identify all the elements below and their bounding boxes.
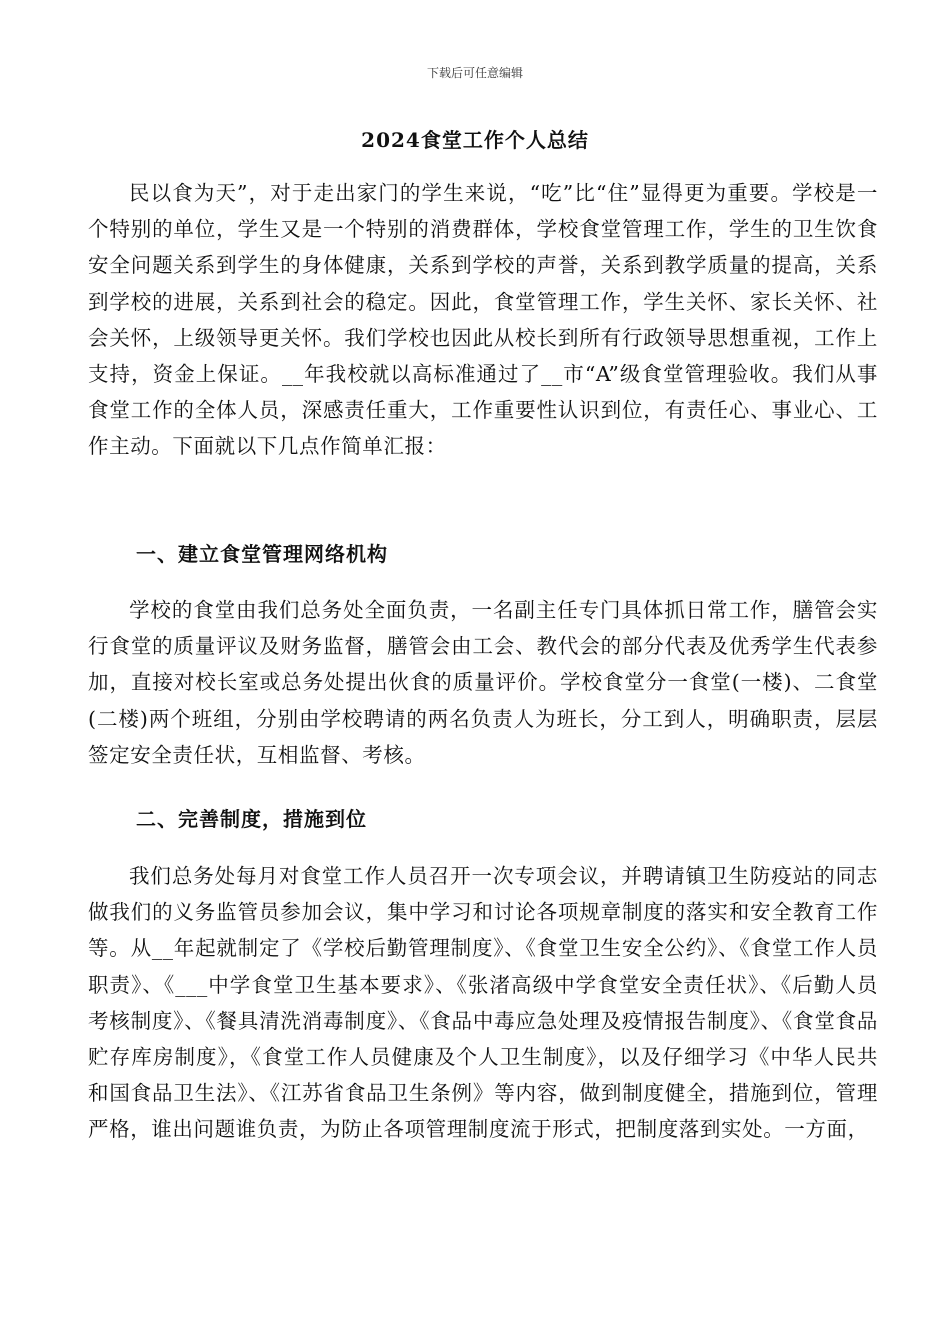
section1-paragraph: 学校的食堂由我们总务处全面负责，一名副主任专门具体抓日常工作，膳管会实行食堂的质量评议及财务监督，膳管会由工会、教代会的部分代表及优秀学生代表参加，直接对校长室或总务处提出伙食的质量评价。学校食堂分一食堂(一楼)、二食堂(二楼)两个班组，分别由学校聘请的两名负责人为班长，分工到人，明确职责，层层签定安全责任状，互相监督、考核。 [88, 598, 878, 767]
section-heading-2: 二、完善制度，措施到位 [136, 807, 367, 831]
section-heading-1: 一、建立食堂管理网络机构 [136, 542, 388, 566]
document-title: 2024食堂工作个人总结 [361, 128, 589, 152]
intro-paragraph: 民以食为天”，对于走出家门的学生来说，“吃”比“住”显得更为重要。学校是一个特别的单位，学生又是一个特别的消费群体，学校食堂管理工作，学生的卫生饮食安全问题关系到学生的身体健康，关系到学校的声誉，关系到教学质量的提高，关系到学校的进展，关系到社会的稳定。因此，食堂管理工作，学生关怀、家长关怀、社会关怀，上级领导更关怀。我们学校也因此从校长到所有行政领导思想重视，工作上支持，资金上保证。__年我校就以高标准通过了__市“A”级食堂管理验收。我们从事食堂工作的全体人员，深感责任重大，工作重要性认识到位，有责任心、事业心、工作主动。下面就以下几点作简单汇报： [88, 181, 878, 459]
section2-paragraph: 我们总务处每月对食堂工作人员召开一次专项会议，并聘请镇卫生防疫站的同志做我们的义务监管员参加会议，集中学习和讨论各项规章制度的落实和安全教育工作等。从__年起就制定了《学校后勤管理制度》、《食堂卫生安全公约》、《食堂工作人员职责》、《___中学食堂卫生基本要求》、《张渚高级中学食堂安全责任状》、《后勤人员考核制度》、《餐具清洗消毒制度》、《食品中毒应急处理及疫情报告制度》、《食堂食品贮存库房制度》，《食堂工作人员健康及个人卫生制度》，以及仔细学习《中华人民共和国食品卫生法》、《江苏省食品卫生条例》等内容，做到制度健全，措施到位，管理严格，谁出问题谁负责，为防止各项管理制度流于形式，把制度落到实处。一方面， [88, 864, 878, 1142]
header-note: 下载后可任意编辑 [426, 66, 523, 80]
